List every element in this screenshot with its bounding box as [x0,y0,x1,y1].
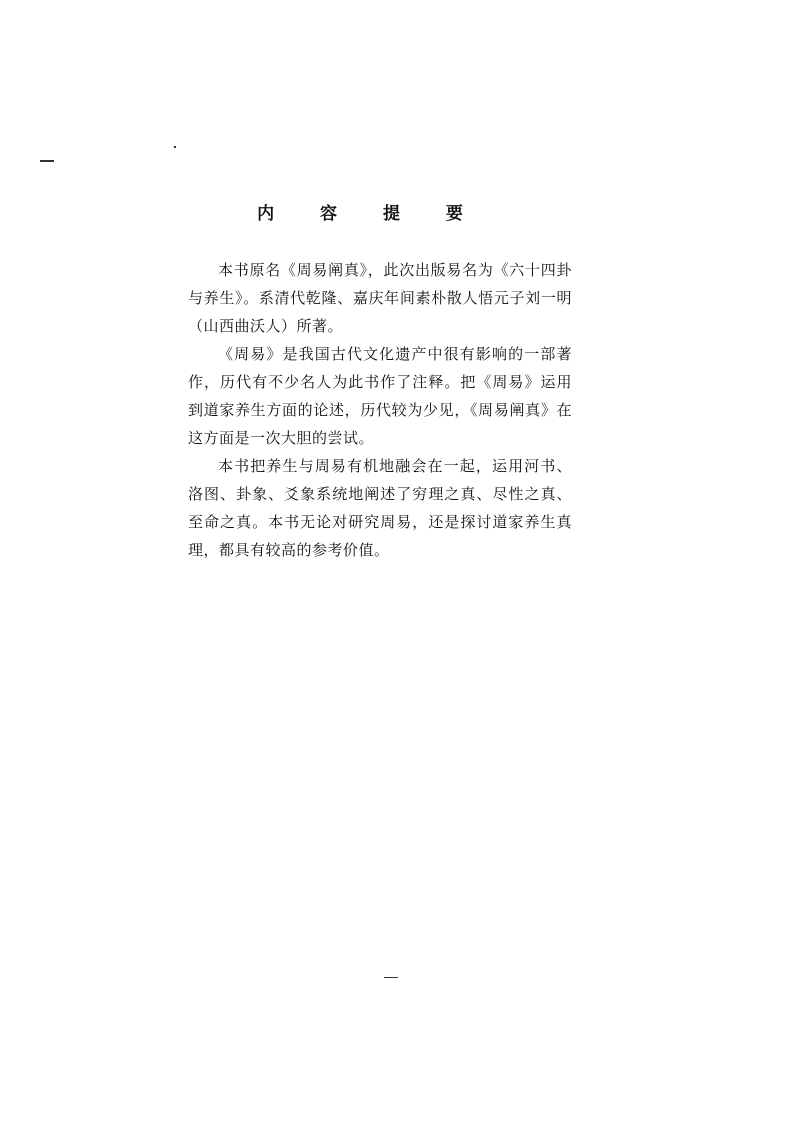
scan-speck [174,146,176,148]
paragraph: 本书把养生与周易有机地融会在一起，运用河书、洛图、卦象、爻象系统地阐述了穷理之真、尽性之真、至命之真。本书无论对研究周易，还是探讨道家养生真理，都具有较高的参考价值。 [188,457,572,559]
summary-body [188,256,572,564]
scan-speck [384,977,398,978]
paragraph: 《周易》是我国古代文化遗产中很有影响的一部著作，历代有不少名人为此书作了注释。把《周易》运用到道家养生方面的论述，历代较为少见，《周易阐真》在这方面是一次大胆的尝试。 [188,345,572,447]
paragraph: 本书原名《周易阐真》，此次出版易名为《六十四卦与养生》。系清代乾隆、嘉庆年间素朴散人悟元子刘一明（山西曲沃人）所著。 [188,261,572,335]
page-title: 内 容 提 要 [257,204,483,224]
scan-speck [40,160,54,162]
